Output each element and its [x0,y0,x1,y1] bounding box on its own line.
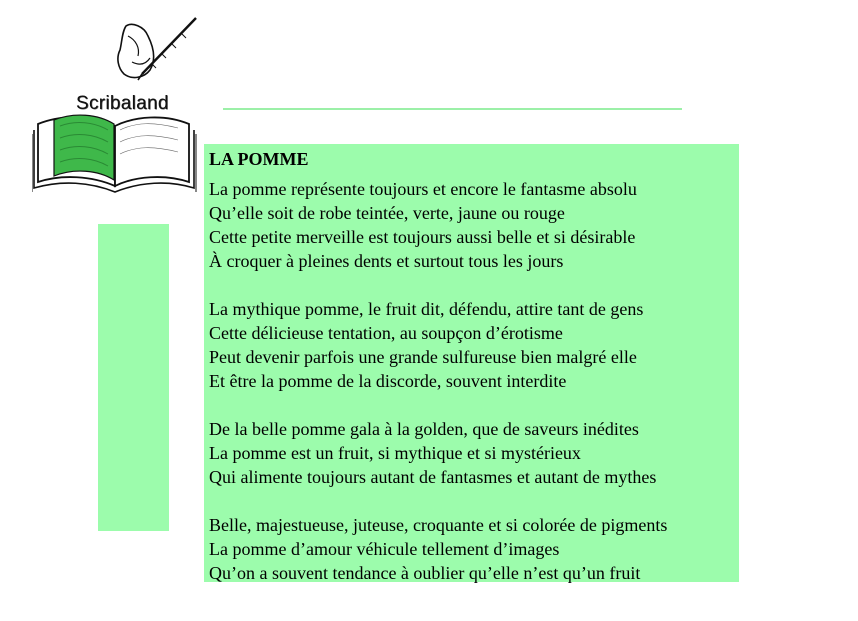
stanza [209,417,739,489]
poem-line: Belle, majestueuse, juteuse, croquante et si colorée de pigments [209,515,668,535]
stanza [209,513,739,585]
poem-line: À croquer à pleines dents et surtout tous les jours [209,251,564,271]
poem-line: La pomme représente toujours et encore le fantasme absolu [209,179,637,199]
scribaland-logo [32,14,202,194]
poem-line: Cette délicieuse tentation, au soupçon d’érotisme [209,323,563,343]
stanza [209,297,739,393]
poem-line: La pomme est un fruit, si mythique et si mystérieux [209,443,581,463]
horizontal-rule [223,108,682,110]
poem-line: Qu’elle soit de robe teintée, verte, jaune ou rouge [209,203,565,223]
poem-line: Qui alimente toujours autant de fantasmes et autant de mythes [209,467,657,487]
poem-title: LA POMME [209,149,309,169]
poem-panel [204,144,739,582]
side-decoration-bar [98,224,169,531]
poem-line: De la belle pomme gala à la golden, que de saveurs inédites [209,419,639,439]
logo-wordmark: Scribaland [76,93,169,114]
stanza [209,177,739,273]
poem-line: La mythique pomme, le fruit dit, défendu, attire tant de gens [209,299,644,319]
poem-line: Et être la pomme de la discorde, souvent interdite [209,371,567,391]
poem-line: Peut devenir parfois une grande sulfureuse bien malgré elle [209,347,637,367]
poem-line: Qu’on a souvent tendance à oublier qu’elle n’est qu’un fruit [209,563,641,583]
poem-line: Cette petite merveille est toujours aussi belle et si désirable [209,227,636,247]
poem-line: La pomme d’amour véhicule tellement d’images [209,539,560,559]
